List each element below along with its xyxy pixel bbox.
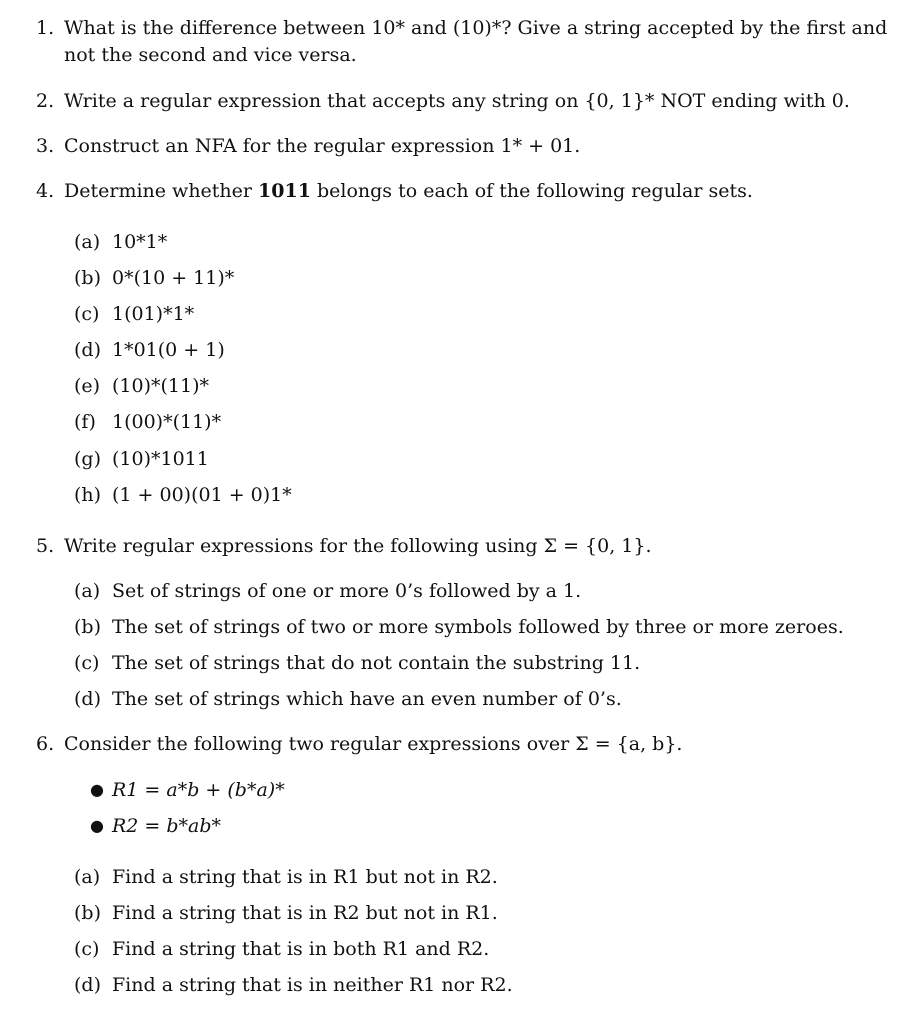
part-label: (d)	[74, 339, 101, 361]
part-text: (10)*(11)*	[112, 375, 210, 397]
part-text: 10*1*	[112, 231, 168, 253]
question-text: Write regular expressions for the following using Σ = {0, 1}.	[64, 535, 652, 557]
part-label: (a)	[74, 580, 101, 602]
part-label: (f)	[74, 411, 96, 433]
part-text: (1 + 00)(01 + 0)1*	[112, 484, 292, 506]
part-text: Find a string that is in neither R1 nor R2.	[112, 974, 513, 996]
question-text-after: belongs to each of the following regular sets.	[310, 180, 753, 202]
part-label: (h)	[74, 484, 102, 506]
part-text: The set of strings of two or more symbols followed by three or more zeroes.	[112, 616, 844, 638]
part-label: (c)	[74, 938, 100, 960]
question-text: Construct an NFA for the regular expression 1* + 01.	[64, 135, 581, 157]
part-text: 1*01(0 + 1)	[112, 339, 225, 361]
part-text: Find a string that is in both R1 and R2.	[112, 938, 490, 960]
bullet-icon: ●	[90, 780, 104, 799]
question-text: Write a regular expression that accepts any string on {0, 1}* NOT ending with 0.	[64, 90, 850, 112]
bullet-text: R2 = b*ab*	[112, 815, 222, 837]
question-text	[64, 179, 753, 203]
part-text: The set of strings which have an even number of 0’s.	[112, 688, 622, 710]
part-label: (a)	[74, 231, 101, 253]
part-label: (d)	[74, 974, 101, 996]
part-label: (d)	[74, 688, 101, 710]
question-number: 1.	[36, 17, 55, 39]
question-number: 5.	[36, 535, 55, 557]
question-text: Consider the following two regular expressions over Σ = {a, b}.	[64, 733, 683, 755]
part-text: 1(01)*1*	[112, 303, 195, 325]
part-text: Find a string that is in R1 but not in R2.	[112, 866, 498, 888]
bullet-icon: ●	[90, 816, 104, 835]
part-label: (g)	[74, 448, 101, 470]
part-label: (a)	[74, 866, 101, 888]
question-text-before: Determine whether	[64, 180, 259, 202]
part-label: (c)	[74, 303, 100, 325]
part-text: Set of strings of one or more 0’s followed by a 1.	[112, 580, 582, 602]
part-label: (b)	[74, 267, 101, 289]
part-text: Find a string that is in R2 but not in R1.	[112, 902, 498, 924]
question-number: 3.	[36, 135, 55, 157]
question-text-bold: 1011	[258, 180, 311, 202]
part-label: (b)	[74, 902, 101, 924]
part-label: (e)	[74, 375, 101, 397]
part-label: (b)	[74, 616, 101, 638]
question-text: What is the difference between 10* and (10)*? Give a string accepted by the first and	[64, 17, 888, 39]
question-number: 4.	[36, 180, 55, 202]
part-text: (10)*1011	[112, 448, 209, 470]
bullet-text: R1 = a*b + (b*a)*	[112, 779, 285, 801]
part-text: 1(00)*(11)*	[112, 411, 222, 433]
question-text-continued: not the second and vice versa.	[64, 44, 357, 66]
part-text: The set of strings that do not contain the substring 11.	[112, 652, 641, 674]
question-number: 2.	[36, 90, 55, 112]
question-number: 6.	[36, 733, 55, 755]
part-label: (c)	[74, 652, 100, 674]
part-text: 0*(10 + 11)*	[112, 267, 235, 289]
